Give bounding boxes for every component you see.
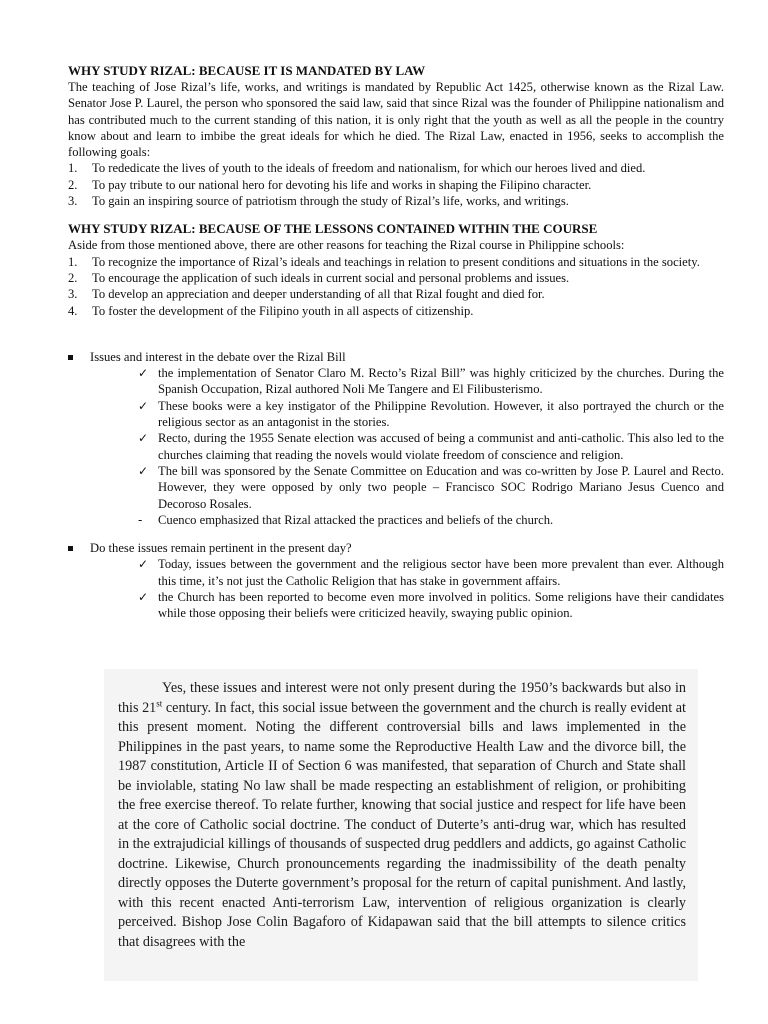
item-number: 4.: [68, 303, 78, 318]
check-item: [138, 398, 724, 431]
bullet-title: Do these issues remain pertinent in the present day?: [90, 541, 352, 556]
scanned-text-excerpt: [104, 669, 698, 981]
section2-paragraph: Aside from those mentioned above, there are other reasons for teaching the Rizal course in Philippine schools:: [68, 238, 625, 253]
list-item: [68, 286, 724, 302]
item-number: 3.: [68, 194, 78, 209]
square-bullet-icon: [68, 546, 73, 551]
check-item-text: The bill was sponsored by the Senate Committee on Education and was co-written by Jose P. Laurel and Recto. However, they were opposed by only two people – Francisco SOC Rodrigo Mariano Jesus Cuenco and Decoroso Rosales.: [158, 463, 724, 511]
section2-heading: WHY STUDY RIZAL: BECAUSE OF THE LESSONS CONTAINED WITHIN THE COURSE: [68, 221, 598, 237]
checkmark-icon: ✓: [138, 398, 149, 413]
item-number: 2.: [68, 177, 78, 192]
check-item: [138, 589, 724, 622]
check-item-text: These books were a key instigator of the Philippine Revolution. However, it also portrayed the church or the religious sector as an antagonist in the stories.: [158, 398, 724, 430]
list-item: [68, 193, 724, 209]
check-item: [138, 512, 724, 528]
check-list: [90, 556, 724, 621]
bullet-title: Issues and interest in the debate over the Rizal Bill: [90, 349, 346, 364]
checkmark-icon: ✓: [138, 557, 149, 572]
item-number: 2.: [68, 270, 78, 285]
check-item-text: the implementation of Senator Claro M. Recto’s Rizal Bill” was highly criticized by the churches. During the Spanish Occupation, Rizal authored Noli Me Tangere and El Filibusterismo.: [158, 366, 724, 397]
check-list: [90, 365, 724, 528]
scanned-paragraph: [104, 669, 698, 952]
item-text: To develop an appreciation and deeper understanding of all that Rizal fought and died for.: [92, 287, 545, 302]
check-item-text: Today, issues between the government and the religious sector have been more prevalent than ever. Although this time, it’s not just the Catholic Religion that has stake in government affairs.: [158, 557, 724, 588]
item-number: 1.: [68, 254, 78, 269]
section1-goals-list: [68, 160, 724, 209]
item-text: To pay tribute to our national hero for devoting his life and works in shaping the Filipino character.: [92, 177, 592, 192]
spacer: [68, 528, 724, 540]
list-item: [68, 303, 724, 319]
list-item: [68, 270, 724, 286]
check-item-text: the Church has been reported to become even more involved in politics. Some religions have their candidates while those opposing their beliefs were criticized heavily, swaying public opinion.: [158, 590, 724, 621]
item-text: To encourage the application of such ideals in current social and personal problems and issues.: [92, 270, 570, 285]
checkmark-icon: ✓: [138, 431, 149, 446]
section2-reasons-list: [68, 254, 724, 319]
section1-heading: WHY STUDY RIZAL: BECAUSE IT IS MANDATED BY LAW: [68, 63, 426, 78]
item-number: 3.: [68, 287, 78, 302]
check-item-text: Recto, during the 1955 Senate election was accused of being a communist and anti-catholic. This also led to the churches claiming that reading the novels would violate freedom of conscience and religion.: [158, 431, 724, 462]
check-item: [138, 463, 724, 512]
bullet-item: [68, 349, 724, 528]
scan-text-part: Yes, these issues and interest were not only present during the 1950’s backwards but also in this 21: [118, 680, 686, 716]
check-item: [138, 365, 724, 398]
item-text: To recognize the importance of Rizal’s ideals and teachings in relation to present conditions and situations in the society.: [92, 254, 700, 269]
checkmark-icon: ✓: [138, 590, 149, 605]
item-text: To rededicate the lives of youth to the ideals of freedom and nationalism, for which our heroes lived and died.: [92, 161, 646, 176]
section1-paragraph: The teaching of Jose Rizal’s life, works, and writings is mandated by Republic Act 1425, otherwise known as the Rizal Law. Senator Jose P. Laurel, the person who sponsored the said law, said that since Rizal was the founder of Philippine nationalism and has contributed much to the current standing of this nation, it is only right that the youth as well as all the people in the country know about and learn to imbibe the great ideals for which he died. The Rizal Law, enacted in 1956, seeks to accomplish the following goals:: [68, 80, 724, 160]
list-item: [68, 160, 724, 176]
checkmark-icon: ✓: [138, 366, 149, 381]
item-text: To gain an inspiring source of patriotism through the study of Rizal’s life, works, and writings.: [92, 194, 569, 209]
check-item: [138, 430, 724, 463]
scan-superscript: st: [156, 697, 163, 708]
list-item: [68, 177, 724, 193]
list-item: [68, 254, 724, 270]
check-item-text: Cuenco emphasized that Rizal attacked the practices and beliefs of the church.: [158, 512, 554, 527]
bullet-item: [68, 540, 724, 621]
check-item: [138, 556, 724, 589]
scan-text-part: century. In fact, this social issue between the government and the church is really evident at this present moment. Noting the different controversial bills and laws implemented in the Philippines in the past years, to name some the Reproductive Health Law and the divorce bill, the 1987 constitution, Article II of Section 6 was manifested, that separation of Church and State shall be inviolable, stating No law shall be made respecting an establishment of religion, or prohibiting the free exercise thereof. To relate further, knowing that social justice and respect for life have been at the core of Catholic social doctrine. The conduct of Duterte’s anti-drug war, which has resulted in the extrajudicial killings of thousands of suspected drug peddlers and addicts, go against Catholic doctrine. Likewise, Church pronouncements regarding the inadmissibility of the death penalty directly opposes the Duterte government’s proposal for the return of capital punishment. And lastly, with this recent enacted Anti-terrorism Law, intervention of religious organization is clearly perceived. Bishop Jose Colin Bagaforo of Kidapawan said that the bill attempts to silence critics that disagrees with the: [118, 699, 687, 950]
dash-icon: -: [138, 512, 143, 527]
item-text: To foster the development of the Filipino youth in all aspects of citizenship.: [92, 303, 474, 318]
square-bullet-icon: [68, 355, 73, 360]
item-number: 1.: [68, 161, 78, 176]
checkmark-icon: ✓: [138, 463, 149, 478]
issues-bullet-list: [68, 349, 724, 622]
document-page: [68, 63, 724, 622]
